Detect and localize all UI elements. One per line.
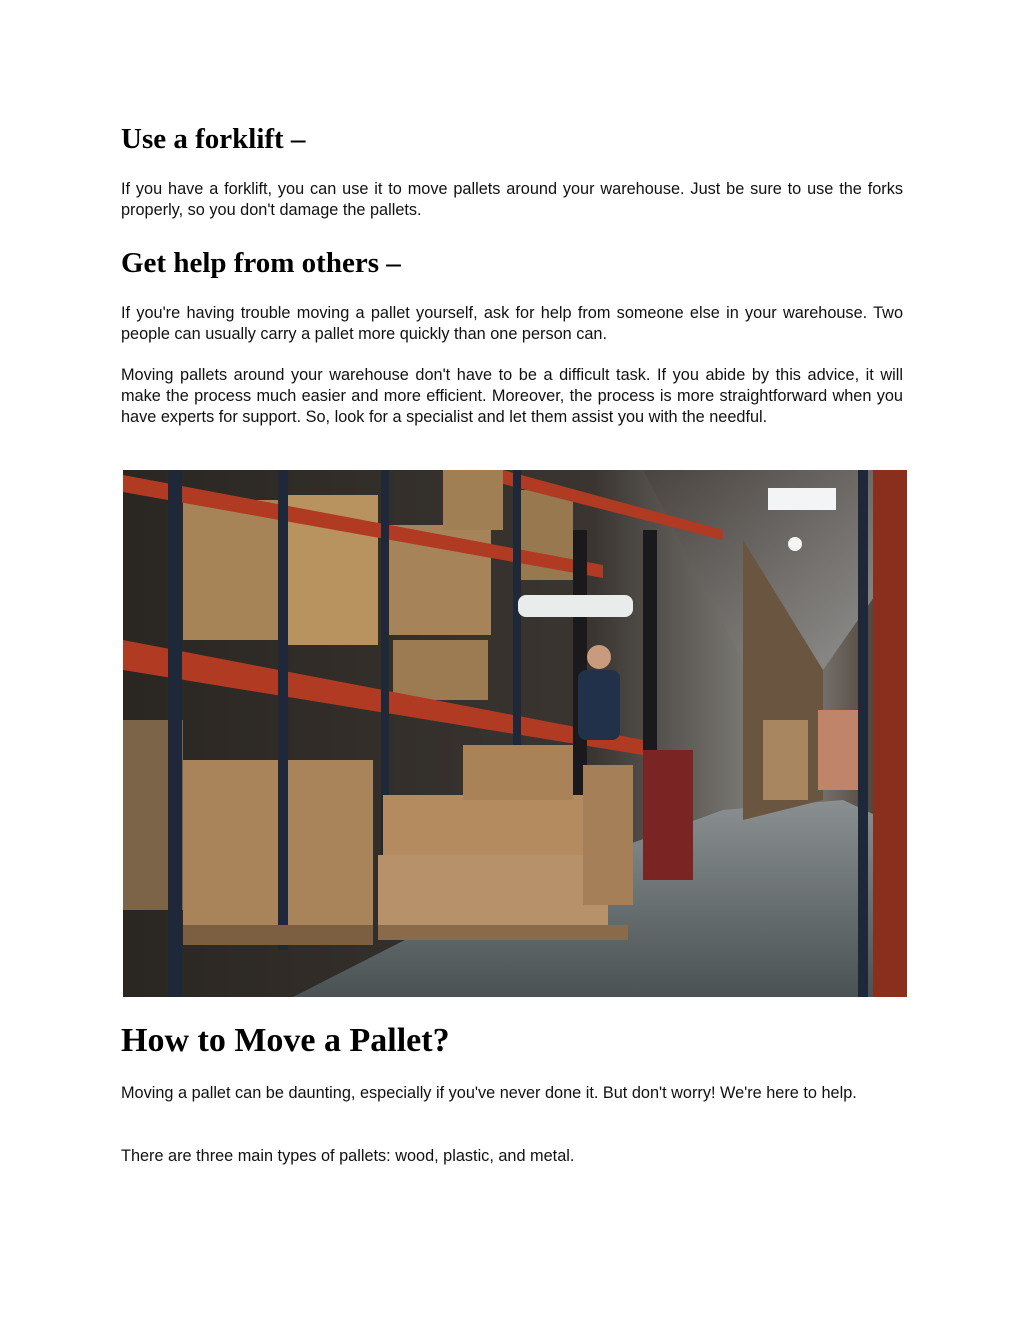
paragraph-help-others: If you're having trouble moving a pallet yourself, ask for help from someone else in your warehouse. Two people can usually carry a pallet more quickly than one person can. xyxy=(121,304,903,343)
paragraph-pallet-types: There are three main types of pallets: wood, plastic, and metal. xyxy=(121,1147,575,1165)
paragraph-summary: Moving pallets around your warehouse don't have to be a difficult task. If you abide by this advice, it will make the process much easier and more efficient. Moreover, the process is more straightforward when you have experts for support. So, look for a specialist and let them assist you with the needful. xyxy=(121,366,903,426)
paragraph-forklift: If you have a forklift, you can use it to move pallets around your warehouse. Just be sure to use the forks properly, so you don't damage the pallets. xyxy=(121,180,903,219)
warehouse-forklift-photo xyxy=(123,470,907,997)
heading-use-a-forklift: Use a forklift – xyxy=(121,123,306,155)
heading-get-help: Get help from others – xyxy=(121,247,401,279)
heading-how-to-move-pallet: How to Move a Pallet? xyxy=(121,1022,450,1059)
paragraph-daunting: Moving a pallet can be daunting, especially if you've never done it. But don't worry! We're here to help. xyxy=(121,1084,857,1102)
